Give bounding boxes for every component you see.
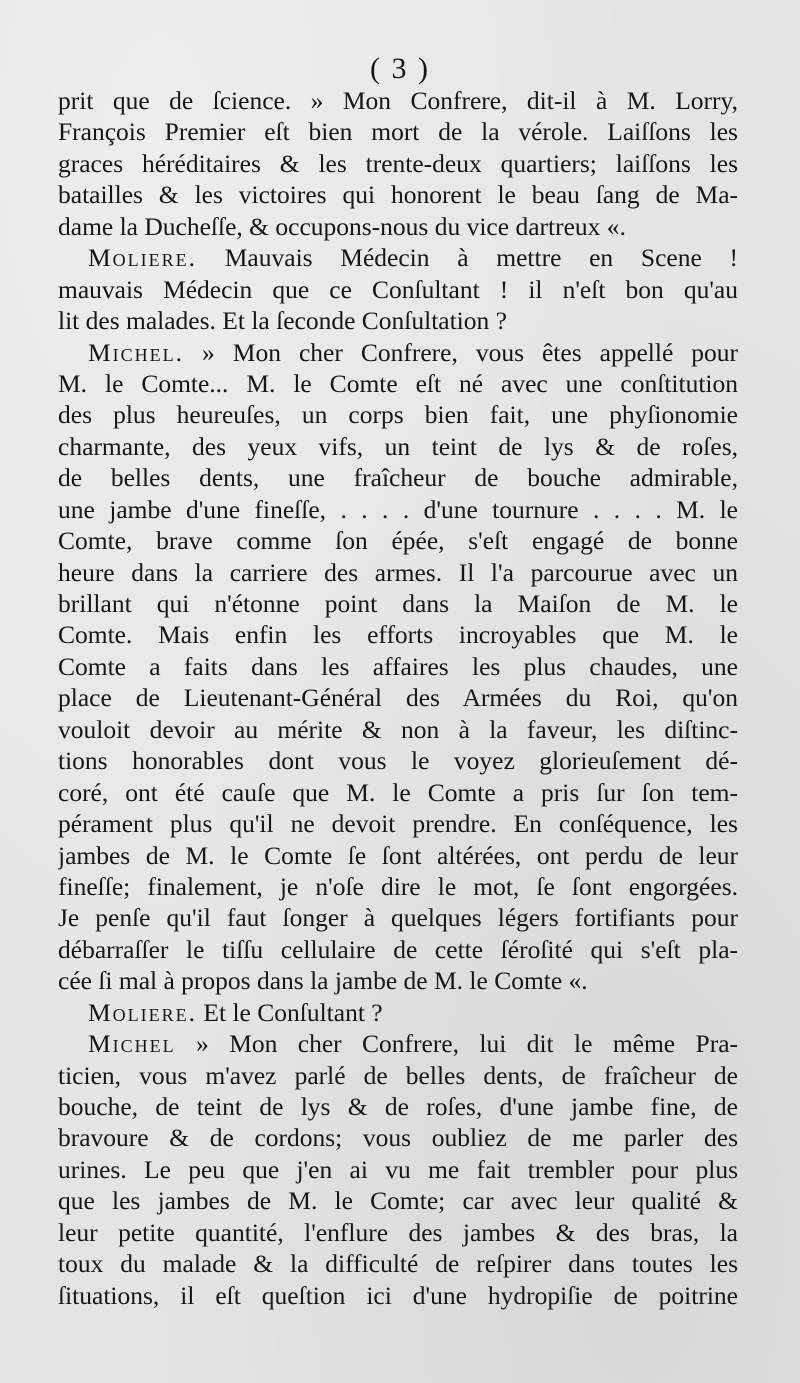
text-line — [58, 1154, 738, 1185]
line-text: coré, ont été cauſe que M. le Comte a pris ſur ſon tem- — [58, 777, 738, 807]
text-line — [58, 1185, 738, 1216]
line-text: Je penſe qu'il faut ſonger à quelques légers fortifiants pour — [58, 903, 738, 933]
line-text: tions honorables dont vous le voyez glorieuſement dé- — [58, 746, 738, 776]
text-line — [58, 777, 738, 808]
text-line — [58, 997, 738, 1028]
line-text: Mauvais Médecin à mettre en Scene ! — [197, 243, 738, 273]
line-text: Comte a faits dans les affaires les plus chaudes, une — [58, 651, 738, 681]
text-line — [58, 588, 738, 619]
body-text — [58, 85, 738, 1311]
line-text: leur petite quantité, l'enflure des jambes & des bras, la — [58, 1217, 738, 1247]
line-text: lit des malades. Et la ſeconde Conſultation ? — [58, 306, 507, 336]
text-line — [58, 116, 738, 147]
line-text: une jambe d'une fineſſe, . . . . d'une tournure . . . . M. le — [58, 494, 738, 524]
line-text: » Mon cher Confrere, vous êtes appellé pour — [184, 337, 738, 367]
line-text: charmante, des yeux vifs, un teint de lys & de roſes, — [58, 431, 738, 461]
line-text: Et le Conſultant ? — [197, 997, 383, 1027]
line-text: ticien, vous m'avez parlé de belles dents, de fraîcheur de — [58, 1060, 738, 1090]
line-text: prit que de ſcience. » Mon Confrere, dit-il à M. Lorry, — [58, 86, 738, 115]
text-line — [58, 902, 738, 933]
text-line — [58, 934, 738, 965]
line-text: dame la Ducheſſe, & occupons-nous du vice dartreux «. — [58, 211, 626, 241]
line-text: pérament plus qu'il ne devoit prendre. En conſéquence, les — [58, 809, 738, 839]
line-text: M. le Comte... M. le Comte eſt né avec une conſtitution — [58, 368, 738, 398]
line-text: Comte. Mais enfin les efforts incroyables que M. le — [58, 620, 738, 650]
text-line — [58, 462, 738, 493]
text-line — [58, 337, 738, 368]
line-text: bouche, de teint de lys & de roſes, d'une jambe fine, de — [58, 1092, 738, 1121]
text-line — [58, 242, 738, 273]
line-text: vouloit devoir au mérite & non à la faveur, les diſtinc- — [58, 714, 738, 744]
text-line — [58, 179, 738, 210]
text-line — [58, 1060, 738, 1091]
text-line — [58, 1248, 738, 1279]
line-text: cée ſi mal à propos dans la jambe de M. le Comte «. — [58, 966, 588, 996]
line-text: des plus heureuſes, un corps bien fait, une phyſionomie — [58, 400, 738, 430]
text-line — [58, 1217, 738, 1248]
text-line — [58, 1280, 738, 1311]
text-line — [58, 1122, 738, 1153]
page-number: ( 3 ) — [370, 52, 430, 85]
line-text: toux du malade & la difficulté de reſpirer dans toutes les — [58, 1249, 738, 1279]
line-text: que les jambes de M. le Comte; car avec leur qualité & — [58, 1186, 738, 1216]
text-line — [58, 557, 738, 588]
text-line — [58, 745, 738, 776]
line-text: place de Lieutenant-Général des Armées du Roi, qu'on — [58, 683, 738, 713]
text-line — [58, 871, 738, 902]
text-line — [58, 431, 738, 462]
line-text: François Premier eſt bien mort de la vérole. Laiſſons les — [58, 117, 738, 147]
text-line — [58, 85, 738, 116]
line-text: jambes de M. le Comte ſe ſont altérées, ont perdu de leur — [58, 840, 738, 870]
line-text: brillant qui n'étonne point dans la Maiſon de M. le — [58, 589, 738, 618]
line-text: Comte, brave comme ſon épée, s'eſt engagé de bonne — [58, 526, 738, 556]
text-line — [58, 840, 738, 871]
text-line — [58, 682, 738, 713]
line-text: graces héréditaires & les trente-deux quartiers; laiſſons les — [58, 148, 738, 178]
text-line — [58, 494, 738, 525]
line-text: de belles dents, une fraîcheur de bouche admirable, — [58, 463, 738, 493]
text-line — [58, 965, 738, 996]
text-line — [58, 808, 738, 839]
line-text: ſituations, il eſt queſtion ici d'une hydropiſie de poitrine — [58, 1280, 738, 1310]
text-line — [58, 619, 738, 650]
line-text: fineſſe; finalement, je n'oſe dire le mot, ſe ſont engorgées. — [58, 871, 738, 901]
speaker-name: Moliere. — [88, 997, 198, 1027]
line-text: bravoure & de cordons; vous oubliez de me parler des — [58, 1123, 738, 1153]
line-text: mauvais Médecin que ce Conſultant ! il n'eſt bon qu'au — [58, 274, 738, 304]
text-line — [58, 651, 738, 682]
text-line — [58, 368, 738, 399]
line-text: débarraſſer le tiſſu cellulaire de cette ſéroſité qui s'eſt pla- — [58, 934, 738, 964]
line-text: batailles & les victoires qui honorent le beau ſang de Ma- — [58, 180, 738, 210]
text-line — [58, 305, 738, 336]
text-line — [58, 1028, 738, 1059]
line-text: heure dans la carriere des armes. Il l'a parcourue avec un — [58, 557, 738, 587]
speaker-name: Moliere. — [88, 243, 198, 273]
text-line — [58, 525, 738, 556]
line-text: » Mon cher Confrere, lui dit le même Pra- — [175, 1029, 738, 1059]
speaker-name: Michel — [88, 1029, 176, 1059]
text-line — [58, 148, 738, 179]
line-text: urines. Le peu que j'en ai vu me fait trembler pour plus — [58, 1154, 738, 1184]
text-line — [58, 274, 738, 305]
text-line — [58, 714, 738, 745]
text-line — [58, 399, 738, 430]
speaker-name: Michel. — [88, 337, 185, 367]
text-line — [58, 211, 738, 242]
text-line — [58, 1091, 738, 1122]
